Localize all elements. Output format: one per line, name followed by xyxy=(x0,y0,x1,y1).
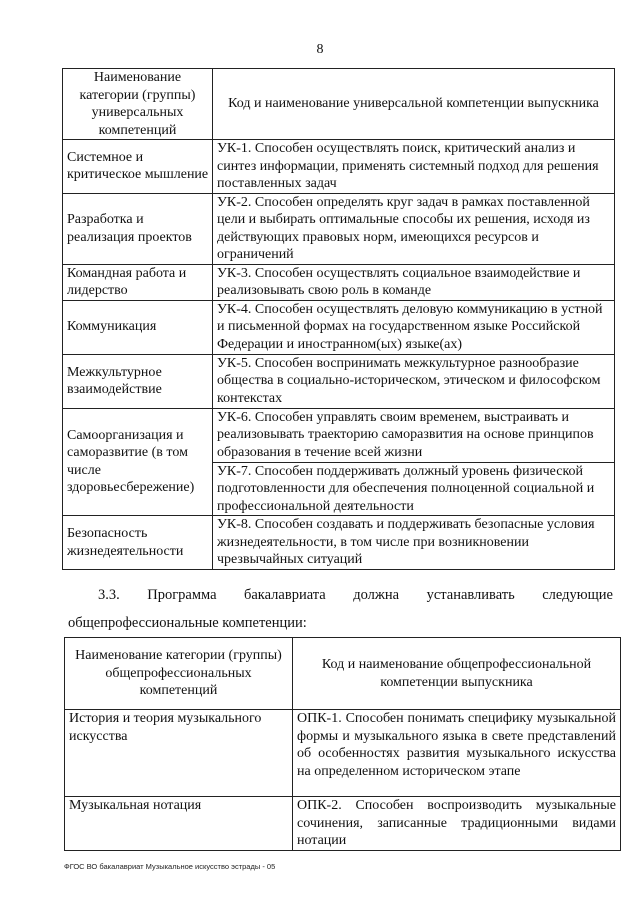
category-cell: Системное и критическое мышление xyxy=(63,140,213,194)
category-cell: Межкультурное взаимодействие xyxy=(63,354,213,408)
table-row xyxy=(63,140,615,194)
clause-word: Программа xyxy=(147,587,217,603)
header-code: Код и наименование универсальной компетенции выпускника xyxy=(213,69,615,140)
header-code: Код и наименование общепрофессиональной компетенции выпускника xyxy=(293,638,621,710)
clause-word: должна xyxy=(353,587,400,603)
table-row xyxy=(65,710,621,797)
table-row xyxy=(63,408,615,462)
competence-cell: УК-6. Способен управлять своим временем, выстраивать и реализовывать траекторию саморазвития на основе принципов образования в течение всей жизни xyxy=(213,408,615,462)
table-header-row xyxy=(63,69,615,140)
competence-cell: УК-4. Способен осуществлять деловую коммуникацию в устной и письменной формах на государственном языке Российской Федерации и иностранном(ых) языке(ах) xyxy=(213,300,615,354)
competence-cell: УК-1. Способен осуществлять поиск, критический анализ и синтез информации, применять системный подход для решения поставленных задач xyxy=(213,140,615,194)
category-cell: Разработка и реализация проектов xyxy=(63,193,213,264)
clause-continuation: общепрофессиональные компетенции: xyxy=(68,615,307,631)
header-category: Наименование категории (группы) универсальных компетенций xyxy=(63,69,213,140)
table-row xyxy=(63,193,615,264)
page-number: 8 xyxy=(316,42,324,57)
category-cell: История и теория музыкального искусства xyxy=(65,710,293,797)
table-row xyxy=(63,300,615,354)
table-row xyxy=(63,264,615,300)
competence-cell: УК-7. Способен поддерживать должный уровень физической подготовленности для обеспечения полноценной социальной и профессиональной деятельности xyxy=(213,462,615,516)
competence-cell: ОПК-2. Способен воспроизводить музыкальные сочинения, записанные традиционными видами нотации xyxy=(293,797,621,851)
category-cell: Безопасность жизнедеятельности xyxy=(63,516,213,570)
table-row xyxy=(63,516,615,570)
general-professional-competencies-table xyxy=(64,637,621,851)
clause-3-3 xyxy=(68,586,613,632)
clause-number: 3.3. xyxy=(98,587,120,603)
category-cell: Командная работа и лидерство xyxy=(63,264,213,300)
competence-cell: ОПК-1. Способен понимать специфику музыкальной формы и музыкального языка в свете представлений об особенностях развития музыкального искусства на определенном историческом этапе xyxy=(293,710,621,797)
competence-cell: УК-2. Способен определять круг задач в рамках поставленной цели и выбирать оптимальные способы их решения, исходя из действующих правовых норм, имеющихся ресурсов и ограничений xyxy=(213,193,615,264)
clause-word: бакалавриата xyxy=(243,587,326,603)
document-footer: ФГОС ВО бакалавриат Музыкальное искусство эстрады - 05 xyxy=(64,862,276,871)
clause-word: устанавливать xyxy=(426,587,515,603)
table-header-row xyxy=(65,638,621,710)
category-cell: Самоорганизация и саморазвитие (в том числе здоровьесбережение) xyxy=(63,408,213,516)
clause-word: следующие xyxy=(542,587,613,603)
clause-first-line xyxy=(68,586,613,604)
universal-competencies-table xyxy=(62,68,615,570)
table-row xyxy=(63,354,615,408)
competence-cell: УК-8. Способен создавать и поддерживать безопасные условия жизнедеятельности, в том числе при возникновении чрезвычайных ситуаций xyxy=(213,516,615,570)
table-row xyxy=(65,797,621,851)
category-cell: Коммуникация xyxy=(63,300,213,354)
competence-cell: УК-3. Способен осуществлять социальное взаимодействие и реализовывать свою роль в команде xyxy=(213,264,615,300)
header-category: Наименование категории (группы) общепрофессиональных компетенций xyxy=(65,638,293,710)
category-cell: Музыкальная нотация xyxy=(65,797,293,851)
competence-cell: УК-5. Способен воспринимать межкультурное разнообразие общества в социально-историческом, этическом и философском контекстах xyxy=(213,354,615,408)
